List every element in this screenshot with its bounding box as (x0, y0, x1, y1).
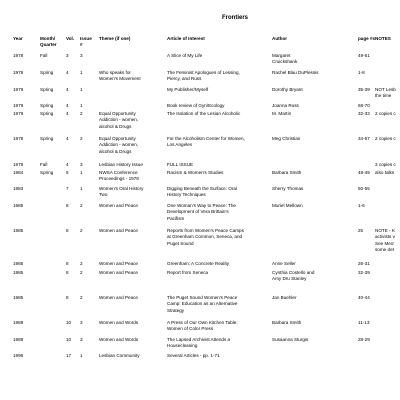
cell-volume: 8 (66, 203, 69, 208)
cell-author: Sherry Thomas (272, 186, 304, 191)
cell-issue: 3 (80, 53, 83, 58)
cell-issue: 2 (80, 111, 83, 116)
cell-article: Greenham: A Concrete Reality (167, 261, 230, 266)
cell-article: The Puget Sound Women's Peace Camp: Education as an Alternative Strategy (167, 295, 238, 313)
document-title: Frontiers (221, 15, 248, 21)
header-month-quarter: Month/ Quarter (40, 36, 57, 47)
cell-author: M. Martin (272, 111, 292, 116)
cell-theme: Women and Peace (99, 203, 138, 208)
cell-page-numbers: 48-49 (358, 170, 370, 175)
cell-theme: Women and Peace (99, 295, 138, 300)
cell-year: 1985 (13, 270, 24, 275)
cell-author: Susaanna Sturgis (272, 337, 309, 342)
cell-year: 1979 (13, 136, 24, 141)
cell-page-numbers: 1-8 (358, 70, 365, 75)
header-issue: Issue # (80, 36, 92, 47)
cell-article: For the Alcoholism Center for Women, Los Angeles (167, 136, 245, 148)
cell-year: 1985 (13, 203, 24, 208)
cell-author: Meg Christian (272, 136, 301, 141)
cell-theme: Women and Words (99, 320, 139, 325)
cell-theme: Lesbian History Issue (99, 162, 143, 167)
header-article: Article of Interest (167, 36, 205, 41)
cell-author: Jan Buehler (272, 295, 297, 300)
cell-author: Cynthia Costello and Amy Dru Stanley (272, 270, 315, 282)
cell-volume: 8 (66, 295, 69, 300)
cell-page-numbers: 32-33 (358, 111, 370, 116)
cell-page-numbers: 26-31 (358, 261, 370, 266)
cell-month-quarter: Spring (40, 136, 54, 141)
cell-page-numbers: 35-39 (358, 87, 370, 92)
cell-theme: Women and Words (99, 337, 139, 342)
cell-notes: NOTE - K activists v See Meo' some det (375, 228, 395, 253)
cell-year: 1979 (13, 162, 24, 167)
cell-volume: 5 (66, 170, 69, 175)
cell-page-numbers: 49-51 (358, 53, 370, 58)
cell-article: Racism & Women's Studies (167, 170, 224, 175)
cell-page-numbers: 68-70 (358, 103, 370, 108)
cell-issue: 1 (80, 103, 83, 108)
cell-issue: 1 (80, 87, 83, 92)
cell-author: Barbara Smith (272, 320, 302, 325)
cell-author: Anne Seller (272, 261, 296, 266)
cell-volume: 4 (66, 162, 69, 167)
cell-article: Several Articles - pp. 1-71 (167, 353, 220, 358)
cell-issue: 2 (80, 228, 83, 233)
cell-year: 1979 (13, 111, 24, 116)
cell-issue: 3 (80, 320, 83, 325)
cell-issue: 2 (80, 261, 83, 266)
cell-article: A Press of Our Own Kitchen Table: Women of Color Press (167, 320, 238, 332)
cell-theme: Women and Peace (99, 228, 138, 233)
cell-page-numbers: 11-13 (358, 320, 370, 325)
cell-year: 1996 (13, 353, 24, 358)
cell-notes: 3 copies c (375, 162, 396, 167)
cell-theme: Equal Opportunity Addiction - women, alcohol & Drugs (99, 111, 139, 129)
cell-article: My Publisher/Myself (167, 87, 209, 92)
cell-month-quarter: Spring (40, 170, 54, 175)
cell-month-quarter: Fall (40, 162, 48, 167)
cell-theme: Women and Peace (99, 270, 138, 275)
cell-month-quarter: Spring (40, 70, 54, 75)
cell-notes: also talks (375, 170, 395, 175)
cell-article: Digging Beneath the Surface: Oral History Techniques (167, 186, 237, 198)
cell-year: 1983 (13, 186, 24, 191)
cell-article: Report from Seneca (167, 270, 209, 275)
cell-article: One Woman's Way to Peace: The Development of Vera Brittain's Pacifism (167, 203, 236, 221)
cell-year: 1985 (13, 295, 24, 300)
cell-issue: 3 (80, 337, 83, 342)
cell-article: The Feminist Apologues of Lessing, Piercy, and Russ (167, 70, 240, 82)
cell-volume: 7 (66, 186, 69, 191)
cell-article: FULL ISSUE (167, 162, 194, 167)
cell-article: A Slice of My Life (167, 53, 203, 58)
cell-issue: 2 (80, 295, 83, 300)
cell-theme: NWSA Conference Proceedings - 1979 (99, 170, 139, 182)
cell-volume: 10 (66, 320, 72, 325)
cell-volume: 4 (66, 111, 69, 116)
cell-volume: 10 (66, 337, 72, 342)
cell-author: Dorothy Bryant (272, 87, 303, 92)
cell-issue: 2 (80, 270, 83, 275)
cell-month-quarter: Spring (40, 103, 54, 108)
header-notes: NOTES (375, 36, 391, 41)
cell-page-numbers: 1-6 (358, 203, 365, 208)
cell-volume: 4 (66, 136, 69, 141)
cell-page-numbers: 40-44 (358, 295, 370, 300)
cell-notes: 2 copies c (375, 111, 396, 116)
cell-page-numbers: 32-39 (358, 270, 370, 275)
cell-page-numbers: 34-57 (358, 136, 370, 141)
cell-issue: 1 (80, 170, 83, 175)
cell-year: 1979 (13, 70, 24, 75)
cell-year: 1985 (13, 261, 24, 266)
cell-notes: 2 copies c (375, 136, 396, 141)
cell-theme: Equal Opportunity Addiction - women, alcohol & Drugs (99, 136, 139, 154)
cell-article: The Isolation of the Lesian Alcoholic (167, 111, 241, 116)
cell-year: 1989 (13, 337, 24, 342)
cell-author: Joanna Russ (272, 103, 299, 108)
cell-theme: Who speaks for Women's Movement (99, 70, 141, 82)
cell-author: Muriel Mellown (272, 203, 303, 208)
cell-volume: 4 (66, 103, 69, 108)
header-author: Author (272, 36, 288, 41)
cell-theme: Lesbian Community (99, 353, 140, 358)
cell-year: 1984 (13, 170, 24, 175)
header-year: Year (13, 36, 23, 41)
header-volume: Vol. (66, 36, 75, 41)
cell-year: 1979 (13, 87, 24, 92)
cell-notes: NOT Lesb the time (375, 87, 396, 99)
cell-volume: 8 (66, 261, 69, 266)
cell-volume: 8 (66, 228, 69, 233)
cell-month-quarter: Spring (40, 111, 54, 116)
cell-theme: Women and Peace (99, 261, 138, 266)
cell-page-numbers: 25 (358, 228, 364, 233)
cell-article: The Lapsed Archivist Attends a Housecleaning (167, 337, 231, 349)
cell-issue: 2 (80, 203, 83, 208)
cell-month-quarter: Spring (40, 87, 54, 92)
cell-page-numbers: 50-55 (358, 186, 370, 191)
cell-volume: 4 (66, 87, 69, 92)
cell-volume: 4 (66, 70, 69, 75)
cell-author: Rachel Blau DuPlessis (272, 70, 319, 75)
cell-issue: 2 (80, 136, 83, 141)
cell-issue: 1 (80, 186, 83, 191)
cell-author: Margaret Cruickshank (272, 53, 298, 65)
cell-theme: Women's Oral History Two (99, 186, 144, 198)
header-page-numbers: page #s (358, 36, 376, 41)
cell-year: 1989 (13, 320, 24, 325)
cell-year: 1985 (13, 228, 24, 233)
cell-issue: 3 (80, 162, 83, 167)
cell-month-quarter: Fall (40, 53, 48, 58)
cell-issue: 1 (80, 70, 83, 75)
cell-article: Reports from Women's Peace Camps at Greenham Common, Seneca, and Puget Sound (167, 228, 244, 246)
cell-article: Book review of Gyn/Ecology (167, 103, 225, 108)
header-theme: Theme (if one) (99, 36, 131, 41)
cell-volume: 17 (66, 353, 72, 358)
cell-page-numbers: 28-29 (358, 337, 370, 342)
cell-volume: 8 (66, 270, 69, 275)
cell-year: 1978 (13, 53, 24, 58)
cell-author: Barbara Smith (272, 170, 302, 175)
cell-issue: 1 (80, 353, 83, 358)
cell-volume: 3 (66, 53, 69, 58)
cell-year: 1979 (13, 103, 24, 108)
